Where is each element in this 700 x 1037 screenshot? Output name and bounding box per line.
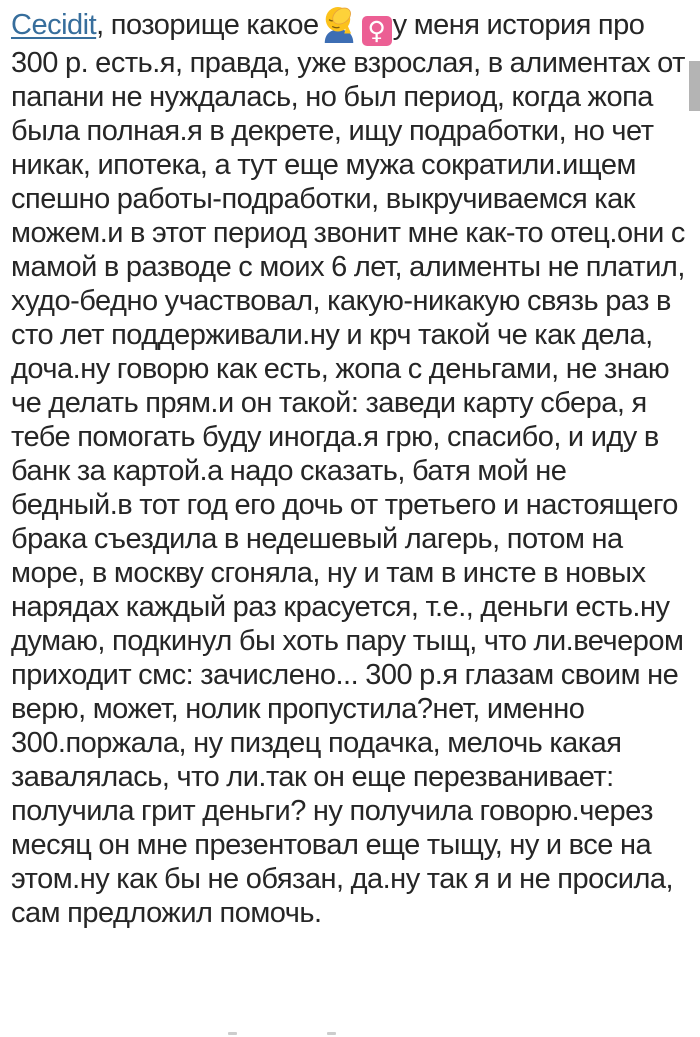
female-sign-glyph: ♀ [367,16,386,45]
comment-text-lead: , позорище какое [96,9,319,41]
scrollbar-thumb[interactable] [689,61,700,111]
female-sign-emoji [362,16,392,46]
clipped-next-line-mark [228,1032,237,1035]
man-facepalming-icon [320,5,358,43]
comment-text-main: у меня история про 300 р. есть.я, правда, уже взрослая, в алиментах от папани не нуждалась, но был период, когда жопа была полная.я в декрете, ищу подработки, но чет никак, ипотека, а тут еще мужа сократили.ищем спешно работы-подработки, выкручиваемся как можем.и в этот период звонит мне как-то отец.они с мамой в разводе с моих 6 лет, алименты не платил, худо-бедно участвовал, какую-никакую связь раз в сто лет поддерживали.ну и крч такой че как дела, доча.ну говорю как есть, жопа с деньгами, не знаю че делать прям.и он такой: заведи карту сбера, я тебе помогать буду иногда.я грю, спасибо, и иду в банк за картой.а надо сказать, батя мой не бедный.в тот год его дочь от третьего и настоящего брака съездила в недешевый лагерь, потом на море, в москву сгоняла, ну и там в инсте в новых нарядах каждый раз красуется, т.е., деньги есть.ну думаю, подкинул бы хоть пару тыщ, что ли.вечером приходит смс: зачислено... 300 р.я глазам своим не верю, может, нолик пропустила?нет, именно 300.поржала, ну пиздец подачка, мелочь какая завалялась, что ли.так он еще перезванивает: получила грит деньги? ну получила говорю.через месяц он мне презентовал еще тыщу, ну и все на этом.ну как бы не обязан, да.ну так я и не просила, сам предложил помочь. [11,9,685,929]
man-facepalming-emoji [320,5,358,43]
clipped-next-line-mark [327,1032,336,1035]
username-link[interactable]: Cecidit [11,9,97,41]
